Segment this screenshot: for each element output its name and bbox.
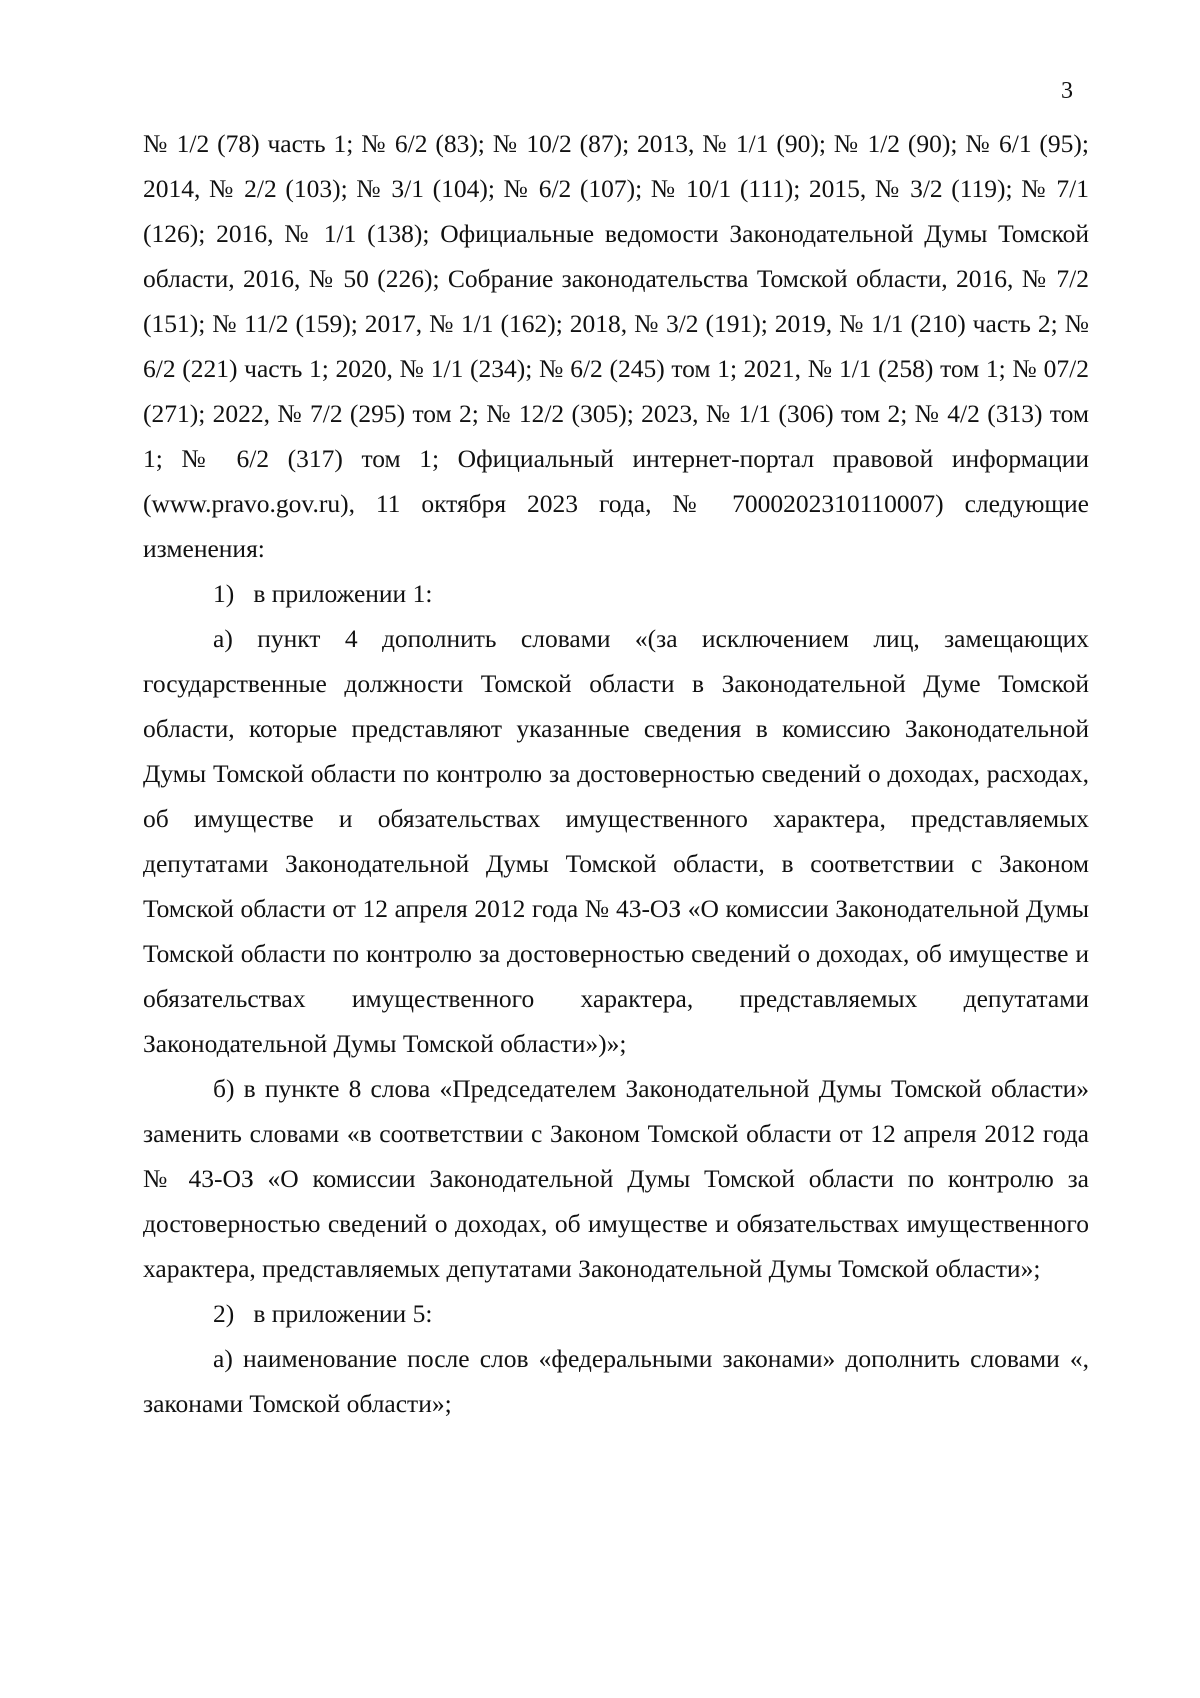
- item-1-b-paragraph: б) в пункте 8 слова «Председателем Законодательной Думы Томской области» заменить словами «в соответствии с Законом Томской области от 12 апреля 2012 года № 43-ОЗ «О комиссии Законодательной Думы Томской области по контролю за достоверностью сведений о доходах, об имуществе и обязательствах имущественного характера, представляемых депутатами Законодательной Думы Томской области»;: [143, 1074, 1089, 1283]
- item-2-paragraph: 2) в приложении 5:: [213, 1299, 433, 1328]
- document-body: [143, 121, 1089, 1426]
- citation-continuation-paragraph: № 1/2 (78) часть 1; № 6/2 (83); № 10/2 (87); 2013, № 1/1 (90); № 1/2 (90); № 6/1 (95); 2014, № 2/2 (103); № 3/1 (104); № 6/2 (107); № 10/1 (111); 2015, № 3/2 (119); № 7/1 (126); 2016, № 1/1 (138); Официальные ведомости Законодательной Думы Томской области, 2016, № 50 (226); Собрание законодательства Томской области, 2016, № 7/2 (151); № 11/2 (159); 2017, № 1/1 (162); 2018, № 3/2 (191); 2019, № 1/1 (210) часть 2; № 6/2 (221) часть 1; 2020, № 1/1 (234); № 6/2 (245) том 1; 2021, № 1/1 (258) том 1; № 07/2 (271); 2022, № 7/2 (295) том 2; № 12/2 (305); 2023, № 1/1 (306) том 2; № 4/2 (313) том 1; № 6/2 (317) том 1; Официальный интернет-портал правовой информации (www.pravo.gov.ru), 11 октября 2023 года, № 7000202310110007) следующие изменения:: [143, 129, 1089, 563]
- item-1-a-paragraph: а) пункт 4 дополнить словами «(за исключением лиц, замещающих государственные должности Томской области в Законодательной Думе Томской области, которые представляют указанные сведения в комиссию Законодательной Думы Томской области по контролю за достоверностью сведений о доходах, расходах, об имуществе и обязательствах имущественного характера, представляемых депутатами Законодательной Думы Томской области, в соответствии с Законом Томской области от 12 апреля 2012 года № 43-ОЗ «О комиссии Законодательной Думы Томской области по контролю за достоверностью сведений о доходах, об имуществе и обязательствах имущественного характера, представляемых депутатами Законодательной Думы Томской области»)»;: [143, 624, 1089, 1058]
- page-number: 3: [1061, 78, 1073, 104]
- item-2-a-paragraph: а) наименование после слов «федеральными законами» дополнить словами «, законами Томской области»;: [143, 1344, 1089, 1418]
- item-1-paragraph: 1) в приложении 1:: [213, 579, 433, 608]
